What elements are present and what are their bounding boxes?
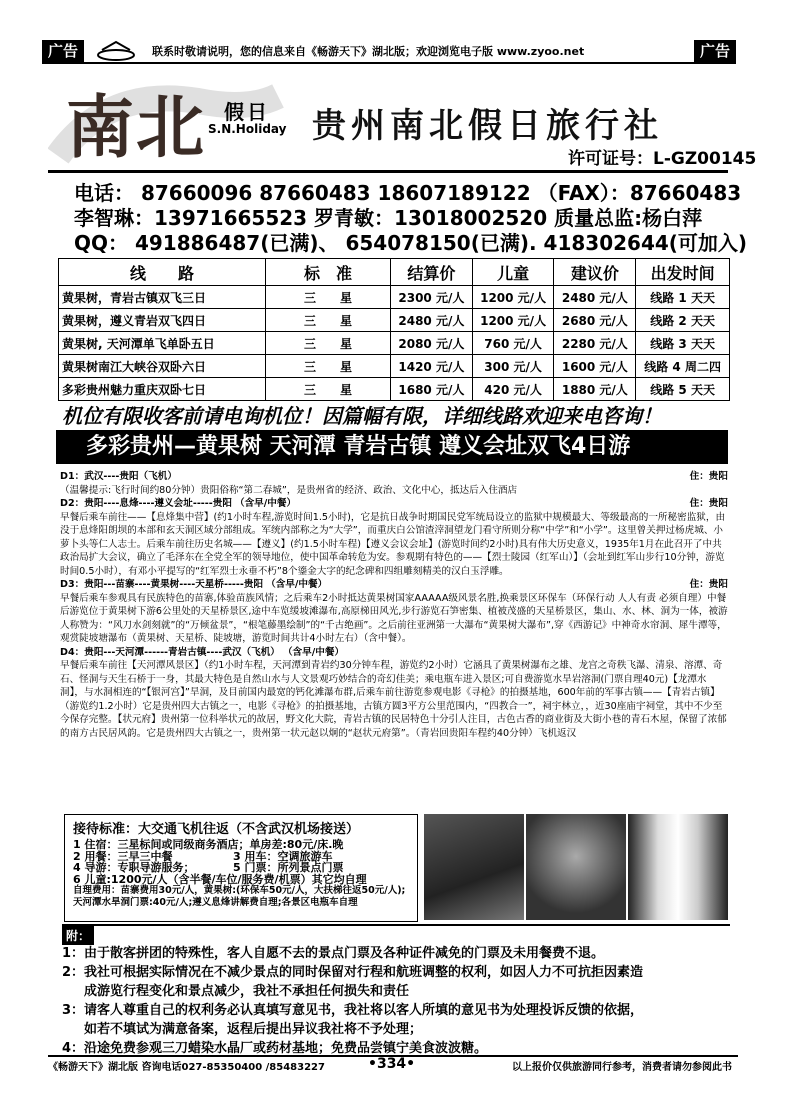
cell: 三 星 bbox=[266, 286, 391, 309]
footer-left: 《畅游天下》湖北版 咨询电话027-85350400 /85483227 bbox=[48, 1062, 325, 1073]
cell: 2280 元/人 bbox=[554, 332, 636, 355]
note-item: 3：请客人尊重自己的权利务必认真填写意见书，我社将以客人所填的意见书为处理投诉反馈的依据， bbox=[62, 1003, 644, 1018]
cell: 2300 元/人 bbox=[391, 286, 473, 309]
cell: 2480 元/人 bbox=[391, 309, 473, 332]
tour-banner: 多彩贵州—黄果树 天河潭 青岩古镇 遵义会址双飞4日游 bbox=[56, 430, 728, 464]
photo-collage bbox=[424, 814, 728, 920]
standard-line: 2 用餐：三早三中餐 bbox=[73, 849, 173, 863]
ad-label-right: 广告 bbox=[694, 40, 736, 62]
cell: 760 元/人 bbox=[472, 332, 554, 355]
brand-logo bbox=[48, 66, 288, 176]
brand-holiday-en: S.N.Holiday bbox=[208, 122, 287, 136]
note-item: 2：我社可根据实际情况在不减少景点的同时保留对行程和航班调整的权利，如因人力不可抗拒因素造 bbox=[62, 965, 644, 980]
standard-line: 4 导游：专职导游服务； bbox=[73, 861, 195, 874]
standard-line: 自理费用：苗寨费用30元/人，黄果树:(环保车50元/人，大扶梯往返50元/人); bbox=[73, 885, 406, 896]
day4-head: D4：贵阳---天河潭------青岩古镇----武汉（飞机） bbox=[60, 646, 280, 658]
standard-line: 6 儿童:1200元/人（含半餐/车位/服务费/机票）其它均自理 bbox=[73, 872, 367, 886]
cell: 1680 元/人 bbox=[391, 378, 473, 401]
day3-head: D3：贵阳---苗寨----黄果树----天星桥-----贵阳 bbox=[60, 579, 264, 590]
footer-right: 以上报价仅供旅游同行参考，消费者请勿参阅此书 bbox=[512, 1062, 732, 1073]
cell: 2480 元/人 bbox=[554, 286, 636, 309]
ad-label-left: 广告 bbox=[42, 40, 84, 62]
table-row bbox=[59, 332, 730, 355]
cell: 三 星 bbox=[266, 355, 391, 378]
slogan: 机位有限收客前请电询机位！因篇幅有限，详细线路欢迎来电咨询！ bbox=[62, 404, 662, 428]
header-rule bbox=[48, 170, 728, 173]
day1-stay: 住：贵阳 bbox=[689, 471, 728, 482]
photo-village bbox=[424, 814, 524, 920]
cell: 1200 元/人 bbox=[472, 309, 554, 332]
top-bar bbox=[42, 40, 736, 64]
day2-meal: （含早/中餐） bbox=[235, 498, 297, 509]
day4-meal: （含早/中餐） bbox=[282, 646, 345, 658]
cell: 线路 5 天天 bbox=[636, 378, 730, 401]
page-number: •334• bbox=[368, 1056, 416, 1072]
contact-people: 李智琳：13971665523 罗青敏：13018002520 质量总监:杨白萍 bbox=[74, 206, 703, 230]
cell: 黄果树, 天河潭单飞单卧五日 bbox=[59, 332, 266, 355]
day3-text: 早餐后乘车参观具有民族特色的苗寨,体验苗族风情；之后乘车2小时抵达黄果树国家AAAAA级风景名胜,换乘景区环保车（环保行动 人人有责 必须自理）中餐后游览位于黄果树下游6公里处的天星桥景区,途中车览缓坡滩瀑布,高原梯田风光,步行游览石笋密集、植被茂盛的天星桥景区，集山、水、林、洞为一体，被游人称赞为：“风刀水剑刻就”的“万倾盆景”，“根笔藤墨绘制”的“千古绝画”。之后前往亚洲第一大瀑布“黄果树大瀑布”,穿《西游记》中神奇水帘洞、犀牛潭等，观赏陡坡塘瀑布（黄果树、天星桥、陡坡塘，游览时间共计4小时左右）（含中餐）。 bbox=[60, 592, 728, 644]
table-row bbox=[59, 309, 730, 332]
cell: 线路 2 天天 bbox=[636, 309, 730, 332]
day1-head: D1：武汉----贵阳（飞机） bbox=[60, 471, 177, 482]
table-row bbox=[59, 286, 730, 309]
cell: 线路 1 天天 bbox=[636, 286, 730, 309]
cell: 420 元/人 bbox=[472, 378, 554, 401]
cell: 多彩贵州魅力重庆双卧七日 bbox=[59, 378, 266, 401]
standard-line: 1 住宿：三星标间或同级商务酒店；单房差:80元/床.晚 bbox=[73, 838, 344, 851]
day3-meal: （含早/中餐） bbox=[266, 579, 328, 590]
cell: 1200 元/人 bbox=[472, 286, 554, 309]
col-route: 线 路 bbox=[59, 259, 266, 286]
notes-rule bbox=[62, 924, 730, 926]
note-item: 如若不填试为满意备案，返程后提出异议我社将不予处理； bbox=[84, 1022, 423, 1037]
cell: 三 星 bbox=[266, 378, 391, 401]
day2-stay: 住：贵阳 bbox=[689, 498, 728, 509]
notes-list bbox=[62, 944, 730, 1058]
license-number: 许可证号：L-GZ00145 bbox=[568, 149, 757, 169]
agency-name: 贵州南北假日旅行社 bbox=[312, 106, 663, 146]
cell: 线路 3 天天 bbox=[636, 332, 730, 355]
day1-text: （温馨提示:飞行时间约80分钟）贵阳俗称“第二春城”，是贵州省的经济、政治、文化中心，抵达后入住酒店 bbox=[60, 484, 518, 496]
table-row bbox=[59, 355, 730, 378]
cell: 黄果树南江大峡谷双卧六日 bbox=[59, 355, 266, 378]
table-header-row bbox=[59, 259, 730, 286]
photo-waterfall bbox=[628, 814, 728, 920]
col-settlement: 结算价 bbox=[391, 259, 473, 286]
top-note: 联系时敬请说明，您的信息来自《畅游天下》湖北版；欢迎浏览电子版 www.zyoo.net bbox=[152, 45, 585, 58]
day3-stay: 住：贵阳 bbox=[689, 579, 728, 590]
cell: 2680 元/人 bbox=[554, 309, 636, 332]
cell: 1880 元/人 bbox=[554, 378, 636, 401]
cell: 黄果树，青岩古镇双飞三日 bbox=[59, 286, 266, 309]
note-item: 成游览行程变化和景点减少，我社不承担任何损失和责任 bbox=[84, 984, 410, 999]
cell: 三 星 bbox=[266, 332, 391, 355]
standard-line: 天河潭水旱洞门票:40元/人;遵义息烽讲解费自理;各景区电瓶车自理 bbox=[73, 896, 358, 908]
col-child: 儿童 bbox=[472, 259, 554, 286]
notes-label: 附： bbox=[62, 926, 94, 945]
brand-holiday-cn: 假日 bbox=[224, 100, 270, 124]
contact-qq: QQ： 491886487(已满)、 654078150(已满). 418302644(可加入) bbox=[74, 231, 748, 255]
col-standard: 标 准 bbox=[266, 259, 391, 286]
day4-text: 早餐后乘车前往【天河潭风景区】（约1小时车程，天河潭到青岩约30分钟车程，游览约2小时）它涵具了黄果树瀑布之雄、龙宫之奇秩飞瀑、清泉、溶潭、奇石、怪洞与天生石桥于一身，其最大特色是自然山水与人文景观巧妙结合的奇幻佳美；乘电瓶车进入景区;可自费游览水旱岩溶洞(门票自理40元)【龙潭水洞】，与水洞相连的“【银河宫】”旱洞，及目前国内最宽的钙化滩瀑布群,后乘车前往游览参观电影《寻枪》的拍摄基地，600年前的军事古镇——【青岩古镇】（游览约1.2小时）它是贵州四大古镇之一，电影《寻枪》的拍摄基地，古镇方圆3平方公里范围内，“四教合一”，祠宇林立，，近30座庙宇祠堂，其中不少至今保存完整。【状元府】贵州第一位科举状元的故居，野文化大院，青岩古镇的民居特色十分引人注目，古色古香的商业街及大街小巷的青石木屋，保留了浓郁的南方古民居风韵。它是贵州四大古镇之一，贵州第一状元赵以炯的“赵状元府第”。（青岩回贵阳车程约40分钟）飞机返汉 bbox=[60, 660, 727, 739]
photo-costume bbox=[526, 814, 626, 920]
cell: 1600 元/人 bbox=[554, 355, 636, 378]
cell: 300 元/人 bbox=[472, 355, 554, 378]
itinerary bbox=[60, 470, 728, 740]
day2-text: 早餐后乘车前往——【息烽集中营】(约1小时车程,游览时间1.5小时)，它是抗日战争时期国民党军统局设立的监狱中规模最大、等级最高的一所秘密监狱，由没于息烽阳朗坝的本部和玄天洞区域分部组成。军统内部称之为“大学”，而重庆白公馆渣滓洞望龙门看守所则分称“中学”和“小学”。这里曾关押过杨虎城、小萝卜头等仁人志士。后乘车前往历史名城——【遵义】(约1.5小时车程)【遵义会议会址】(游览时间约2小时)具有伟大历史意义，1935年1月在此召开了中共政治局扩大会议，确立了毛泽东在全党全军的领导地位，使中国革命转危为安。参观期有特色的——【烈士陵园（红军山）】（会址到红军山步行10分钟，游览时间0.5小时），有邓小平提写的“红军烈士永垂不朽”8个鎏金大字的纪念碑和四组雕刻精美的汉白玉浮雕。 bbox=[60, 511, 726, 577]
col-departure: 出发时间 bbox=[636, 259, 730, 286]
contact-phone: 电话： 87660096 87660483 18607189122 （FAX）：87660483 bbox=[74, 181, 742, 205]
cell: 线路 4 周二四 bbox=[636, 355, 730, 378]
cell: 黄果树，遵义青岩双飞四日 bbox=[59, 309, 266, 332]
route-price-table bbox=[58, 258, 730, 401]
standard-line: 3 用车：空调旅游车 bbox=[233, 849, 333, 863]
publication-logo-icon bbox=[94, 40, 138, 62]
brand-big-chars: 南北 bbox=[66, 88, 207, 168]
col-suggested: 建议价 bbox=[554, 259, 636, 286]
standard-line: 5 门票：所列景点门票 bbox=[233, 861, 344, 874]
cell: 三 星 bbox=[266, 309, 391, 332]
cell: 1420 元/人 bbox=[391, 355, 473, 378]
note-item: 4：沿途免费参观三刀蜡染水晶厂或药材基地；免费品尝镇宁美食波波糖。 bbox=[62, 1041, 488, 1056]
table-row bbox=[59, 378, 730, 401]
standards-title: 接待标准：大交通飞机往返（不含武汉机场接送） bbox=[73, 822, 360, 837]
day2-head: D2：贵阳----息烽----遵义会址-----贵阳 bbox=[60, 498, 232, 509]
cell: 2080 元/人 bbox=[391, 332, 473, 355]
service-standards bbox=[64, 814, 418, 922]
note-item: 1：由于散客拼团的特殊性，客人自愿不去的景点门票及各种证件减免的门票及未用餐费不退。 bbox=[62, 946, 605, 961]
